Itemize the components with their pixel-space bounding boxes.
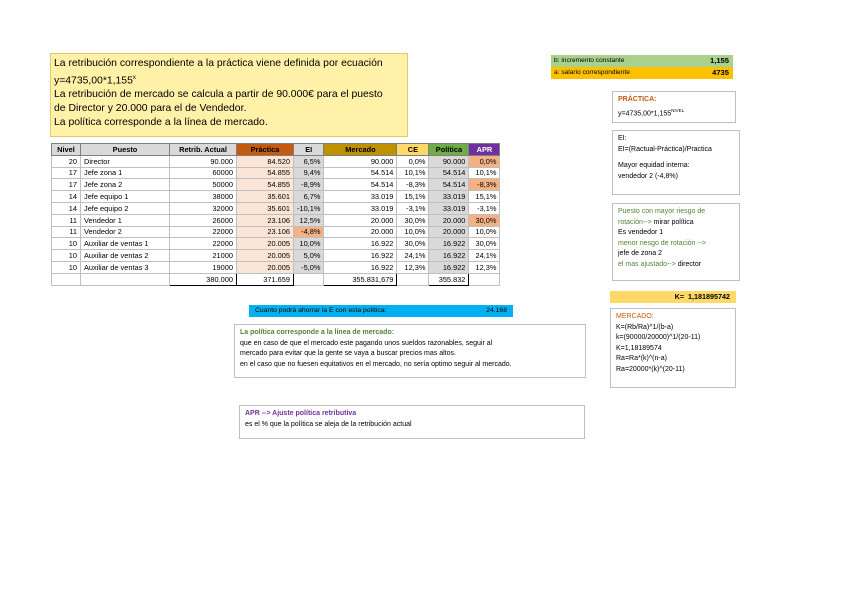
mercado-box: [610, 308, 736, 388]
cell-politica: 16.922: [429, 250, 469, 262]
cell-nivel: 10: [52, 238, 81, 250]
cell-ei: 12,5%: [294, 214, 324, 226]
intro-formula: $y=4735,00*1,155^x$: [54, 75, 136, 87]
cell-actual: 22000: [170, 226, 237, 238]
cell-mercado: 16.922: [324, 261, 397, 273]
policy-note-line-1: que en caso de que el mercado este pagando unos sueldos razonables, seguir al: [240, 339, 493, 347]
cell-politica: 54.514: [429, 179, 469, 191]
cell-practica: 35.601: [237, 202, 294, 214]
total-actual: 380.000: [170, 273, 237, 285]
cell-actual: 26000: [170, 214, 237, 226]
cell-nivel: 10: [52, 261, 81, 273]
cell-politica: 16.922: [429, 238, 469, 250]
cell-practica: 84.520: [237, 155, 294, 167]
cell-politica: 20.000: [429, 214, 469, 226]
cell-apr: -8,3%: [469, 179, 500, 191]
ei-box: [612, 130, 740, 195]
cell-ce: -3,1%: [397, 202, 429, 214]
intro-box: [50, 53, 408, 137]
apr-note-text: es el % que la política se aleja de la retribución actual: [245, 420, 412, 428]
cell-actual: 22000: [170, 238, 237, 250]
cell-puesto: Auxiliar de ventas 1: [81, 238, 170, 250]
intro-line-5: La política corresponde a la línea de mercado.: [54, 117, 268, 129]
header-apr: APR: [469, 144, 500, 156]
cell-ei: 6,5%: [294, 155, 324, 167]
cell-nivel: 11: [52, 226, 81, 238]
cell-mercado: 33.019: [324, 191, 397, 203]
cell-ce: 15,1%: [397, 191, 429, 203]
table-row: [52, 214, 500, 226]
intro-line-3: La retribución de mercado se calcula a partir de 90.000€ para el puesto: [54, 89, 383, 101]
cell-nivel: 14: [52, 191, 81, 203]
cell-practica: 20.005: [237, 250, 294, 262]
cell-apr: -3,1%: [469, 202, 500, 214]
cell-politica: 90.000: [429, 155, 469, 167]
coef-a: a: salario correspondiente 4735: [551, 67, 733, 79]
table-row: [52, 155, 500, 167]
intro-line-1: La retribución correspondiente a la práctica viene definida por ecuación: [54, 58, 383, 69]
cell-mercado: 20.000: [324, 226, 397, 238]
apr-note-title: APR --> Ajuste política retributiva: [245, 410, 357, 417]
cell-ce: 10,1%: [397, 167, 429, 179]
cell-puesto: Jefe zona 1: [81, 167, 170, 179]
policy-note-line-2: mercado para evitar que la gente se vaya a buscar precios mas altos.: [240, 350, 456, 358]
cell-ce: 12,3%: [397, 261, 429, 273]
cell-practica: 23.106: [237, 226, 294, 238]
cell-nivel: 10: [52, 250, 81, 262]
table-header-row: [52, 144, 500, 156]
cell-mercado: 20.000: [324, 214, 397, 226]
cell-politica: 20.000: [429, 226, 469, 238]
table-row: [52, 179, 500, 191]
cell-ei: -8,9%: [294, 179, 324, 191]
risk-line-6: el mas ajustado--> director: [618, 260, 702, 268]
total-practica: 371.659: [237, 273, 294, 285]
apr-note: [239, 405, 585, 439]
mercado-title: MERCADO:: [616, 313, 654, 320]
cell-ei: -4,8%: [294, 226, 324, 238]
coef-b: b: incremento constante 1,155: [551, 55, 733, 67]
savings-bar: [249, 305, 513, 317]
header-ei: EI: [294, 144, 324, 156]
table-row: [52, 167, 500, 179]
cell-mercado: 16.922: [324, 250, 397, 262]
mercado-line-5: Ra=20000*(k)^(20-11): [616, 365, 685, 373]
cell-ei: 6,7%: [294, 191, 324, 203]
cell-apr: 10,0%: [469, 226, 500, 238]
mercado-line-2: k=(90000/20000)^1/(20-11): [616, 334, 701, 342]
cell-apr: 30,0%: [469, 214, 500, 226]
cell-ce: 0,0%: [397, 155, 429, 167]
header-actual: Retrib. Actual: [170, 144, 237, 156]
cell-puesto: Jefe equipo 2: [81, 202, 170, 214]
header-nivel: Nivel: [52, 144, 81, 156]
cell-puesto: Vendedor 1: [81, 214, 170, 226]
header-ce: CE: [397, 144, 429, 156]
risk-line-1: Puesto con mayor riesgo de: [618, 208, 706, 215]
cell-actual: 38000: [170, 191, 237, 203]
cell-apr: 0,0%: [469, 155, 500, 167]
cell-ce: -8,3%: [397, 179, 429, 191]
cell-puesto: Jefe zona 2: [81, 179, 170, 191]
policy-note-line-3: en el caso que no fuesen equitativos en el mercado, no sería optimo seguir al mercado.: [240, 360, 512, 368]
total-politica: 355.832: [429, 273, 469, 285]
salary-table: [51, 143, 500, 286]
cell-actual: 60000: [170, 167, 237, 179]
cell-mercado: 54.514: [324, 167, 397, 179]
cell-ce: 24,1%: [397, 250, 429, 262]
header-politica: Política: [429, 144, 469, 156]
cell-actual: 90.000: [170, 155, 237, 167]
risk-box: [612, 203, 740, 281]
cell-actual: 50000: [170, 179, 237, 191]
cell-ce: 30,0%: [397, 238, 429, 250]
savings-value: 24.168: [486, 307, 507, 314]
ei-title: EI:: [618, 135, 627, 142]
cell-ei: 10,0%: [294, 238, 324, 250]
cell-practica: 23.106: [237, 214, 294, 226]
cell-ei: 9,4%: [294, 167, 324, 179]
risk-line-3: Es vendedor 1: [618, 229, 664, 237]
cell-practica: 35.601: [237, 191, 294, 203]
mercado-line-4: Ra=Ra*(k)^(n-a): [616, 355, 667, 363]
practica-box: [612, 91, 736, 123]
cell-actual: 32000: [170, 202, 237, 214]
cell-nivel: 14: [52, 202, 81, 214]
cell-puesto: Auxiliar de ventas 3: [81, 261, 170, 273]
cell-nivel: 20: [52, 155, 81, 167]
k-bar: K= 1,181895742: [610, 291, 736, 303]
practica-title: PRÁCTICA:: [618, 96, 657, 103]
cell-apr: 30,0%: [469, 238, 500, 250]
cell-apr: 24,1%: [469, 250, 500, 262]
ei-line-1: Mayor equidad interna:: [618, 162, 690, 170]
total-mercado: 355.831,679: [324, 273, 397, 285]
cell-ce: 10,0%: [397, 226, 429, 238]
practica-formula: $y=4735,00*1,155^{NIVEL}$: [618, 107, 685, 117]
table-row: [52, 202, 500, 214]
mercado-line-3: K=1,18189574: [616, 344, 662, 352]
table-row: [52, 238, 500, 250]
savings-label: Cuanto podrá ahorrar la E con esta política:: [255, 307, 387, 314]
header-mercado: Mercado: [324, 144, 397, 156]
table-row: [52, 250, 500, 262]
ei-formula: EI=(Ractual-Práctica)/Practica: [618, 145, 712, 153]
cell-ei: 5,0%: [294, 250, 324, 262]
totals-row: [52, 273, 500, 285]
cell-puesto: Vendedor 2: [81, 226, 170, 238]
cell-practica: 20.005: [237, 261, 294, 273]
cell-politica: 33.019: [429, 202, 469, 214]
cell-puesto: Director: [81, 155, 170, 167]
cell-mercado: 33.019: [324, 202, 397, 214]
risk-line-5: jefe de zona 2: [618, 250, 662, 258]
cell-apr: 15,1%: [469, 191, 500, 203]
cell-apr: 12,3%: [469, 261, 500, 273]
header-puesto: Puesto: [81, 144, 170, 156]
cell-nivel: 17: [52, 179, 81, 191]
cell-apr: 10,1%: [469, 167, 500, 179]
cell-ei: -10,1%: [294, 202, 324, 214]
cell-politica: 33.019: [429, 191, 469, 203]
cell-ce: 30,0%: [397, 214, 429, 226]
cell-nivel: 17: [52, 167, 81, 179]
cell-politica: 16.922: [429, 261, 469, 273]
cell-puesto: Jefe equipo 1: [81, 191, 170, 203]
mercado-line-1: K=(Rb/Ra)^1/(b-a): [616, 323, 674, 331]
cell-practica: 20.005: [237, 238, 294, 250]
cell-nivel: 11: [52, 214, 81, 226]
risk-line-2: rotación--> mirar política: [618, 218, 694, 226]
policy-note-title: La política corresponde a la línea de mercado:: [240, 329, 395, 336]
cell-actual: 19000: [170, 261, 237, 273]
table-row: [52, 191, 500, 203]
cell-actual: 21000: [170, 250, 237, 262]
ei-line-2: vendedor 2 (-4,8%): [618, 172, 678, 180]
cell-mercado: 90.000: [324, 155, 397, 167]
cell-puesto: Auxiliar de ventas 2: [81, 250, 170, 262]
intro-line-4: de Director y 20.000 para el de Vendedor.: [54, 103, 247, 115]
policy-note: [234, 324, 586, 378]
risk-line-4: menor riesgo de rotación -->: [618, 239, 707, 247]
table-row: [52, 226, 500, 238]
table-row: [52, 261, 500, 273]
cell-practica: 54.855: [237, 179, 294, 191]
cell-politica: 54.514: [429, 167, 469, 179]
cell-practica: 54.855: [237, 167, 294, 179]
cell-mercado: 16.922: [324, 238, 397, 250]
header-practica: Práctica: [237, 144, 294, 156]
cell-ei: -5,0%: [294, 261, 324, 273]
cell-mercado: 54.514: [324, 179, 397, 191]
